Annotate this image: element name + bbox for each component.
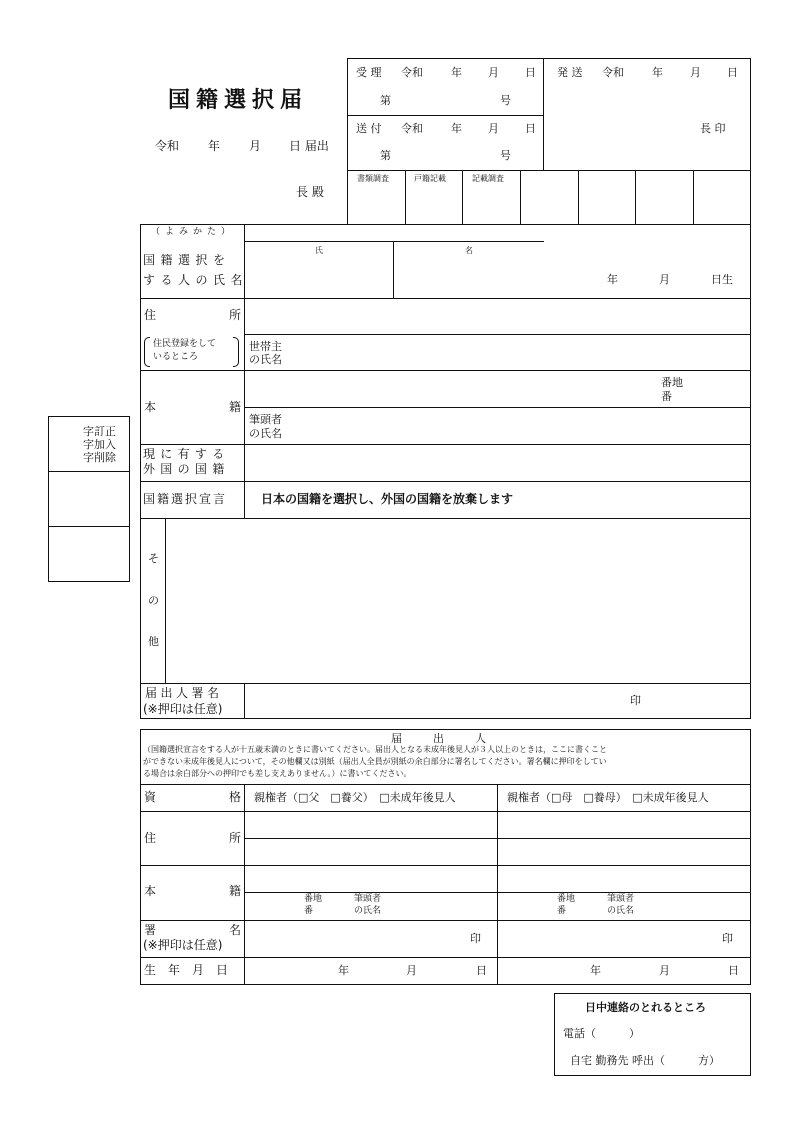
date-year: 年 [208,139,221,153]
date-month: 月 [249,139,262,153]
yomikata-label: （よみかた） [151,227,236,237]
notifier-honseki-label-1: 本 [144,884,157,898]
dispatch-day: 日 [727,66,738,79]
notifier-note-2: ができない未成年後見人について，その他欄又は別紙（届出人全員が別紙の余白部分に署名してください。署名欄に押印をしてい [143,757,607,766]
correction-delete: 字削除 [83,451,116,464]
other-label-3: 他 [148,635,159,648]
qual-label-2: 格 [229,790,242,804]
chief-seal: 長 印 [700,122,726,135]
notifier-heading: 届 出 人 [391,732,489,745]
notifier-note-3: る場合は余白部分への押印でも差し支えありません。）に書いてください。 [143,769,412,778]
notifier-sign-label-1: 署 [144,923,157,937]
given-name-label: 名 [465,246,473,255]
sent-day: 日 [525,122,536,135]
address-label-2: 所 [229,308,242,322]
form-title: 国籍選択届 [168,88,309,113]
foreign-label-2: 外国の国籍 [143,462,230,476]
banchi-label: 番地 [661,376,683,389]
receipt-era: 令和 [401,66,423,79]
resident-note-2: いるところ [153,352,199,362]
date-era: 令和 [155,139,180,153]
qual-label-1: 資 [144,790,157,804]
right-address-field[interactable] [499,813,749,863]
contact-heading: 日中連絡のとれるところ [585,1001,706,1014]
contact-phone[interactable]: 電話（ ） [563,1027,640,1040]
notifier-sign-label-2: 名 [229,923,242,937]
declaration-text: 日本の国籍を選択し、外国の国籍を放棄します [261,492,514,506]
left-hittousha-1: 筆頭者 [354,894,382,904]
person-label-2: する人の氏名 [143,273,249,287]
right-birth-year: 年 [590,964,601,977]
sent-month: 月 [488,122,499,135]
foreign-nationality-field[interactable] [246,446,749,479]
hittousha-label-1: 筆頭者 [249,413,282,426]
dispatch-label: 発 送 [557,66,583,79]
address-label-1: 住 [144,308,157,322]
receipt-no: 第 [380,94,391,107]
right-ban: 番 [557,906,567,916]
notifier-sign-label-3: (※押印は任意) [143,938,223,952]
date-day-filed: 日 届出 [289,139,329,153]
correction-fix: 字訂正 [83,425,116,438]
signer-label-2: (※押印は任意) [143,702,223,716]
signer-label-1: 届出人署名 [145,686,223,700]
signer-seal: 印 [630,694,641,707]
dispatch-era: 令和 [602,66,624,79]
left-banchi: 番地 [304,894,323,904]
dispatch-year: 年 [652,66,663,79]
left-qualification[interactable]: 親権者（□父 □養父） □未成年後見人 [254,791,456,804]
foreign-label-1: 現に有する [143,447,230,461]
left-signature-field[interactable] [246,922,461,955]
right-birth-day: 日 [728,964,739,977]
person-label-1: 国籍選択を [143,253,231,267]
right-seal: 印 [722,932,733,945]
notifier-honseki-label-2: 籍 [229,884,242,898]
honseki-field[interactable] [246,372,656,405]
left-hittousha-2: の氏名 [354,906,382,916]
left-birth-day: 日 [476,964,487,977]
other-label-2: の [148,594,159,607]
birth-day: 日生 [711,273,733,286]
householder-label-1: 世帯主 [249,340,282,353]
receipt-no-suffix: 号 [500,94,511,107]
notifier-address-label-2: 所 [229,831,242,845]
sent-year: 年 [451,122,462,135]
check-entry: 記載調査 [472,174,504,183]
left-birth-year: 年 [338,964,349,977]
surname-field[interactable] [246,243,391,296]
resident-note-1: 住民登録をして [153,339,217,349]
left-seal: 印 [470,932,481,945]
surname-label: 氏 [315,246,323,255]
householder-label-2: の氏名 [249,353,282,366]
ban-label: 番 [661,390,672,403]
receipt-label: 受 理 [356,66,382,79]
check-register: 戸籍記載 [414,174,446,183]
honseki-label-1: 本 [144,400,157,414]
left-ban: 番 [304,906,314,916]
office-use-box [347,58,751,225]
dispatch-month: 月 [690,66,701,79]
left-birth-month: 月 [406,964,417,977]
receipt-month: 月 [488,66,499,79]
notifier-birth-label: 生 年 月 日 [144,963,229,977]
notifier-address-label-1: 住 [144,831,157,845]
notifier-note-1: （国籍選択宣言をする人が十五歳未満のときに書いてください。届出人となる未成年後見人が３人以上のときは，ここに書くこと [143,745,607,754]
contact-options[interactable]: 自宅 勤務先 呼出（ 方） [570,1054,720,1067]
sent-label: 送 付 [356,122,382,135]
birth-year: 年 [607,273,618,286]
other-field[interactable] [167,520,749,681]
correction-add: 字加入 [83,438,116,451]
declaration-label: 国籍選択宣言 [143,492,228,506]
other-label-1: そ [148,552,159,565]
addressee: 長 殿 [296,185,324,199]
sent-no: 第 [380,149,391,162]
address-field[interactable] [246,300,749,332]
right-birth-month: 月 [659,964,670,977]
hittousha-label-2: の氏名 [249,427,282,440]
given-name-field[interactable] [395,243,545,296]
left-address-field[interactable] [246,813,495,863]
check-document: 書類調査 [357,174,389,183]
sent-no-suffix: 号 [500,149,511,162]
right-signature-field[interactable] [499,922,714,955]
signer-signature-field[interactable] [246,685,626,717]
receipt-year: 年 [451,66,462,79]
right-hittousha-1: 筆頭者 [607,894,635,904]
sent-era: 令和 [401,122,423,135]
receipt-day: 日 [525,66,536,79]
right-banchi: 番地 [557,894,576,904]
birth-month: 月 [659,273,670,286]
right-hittousha-2: の氏名 [607,906,635,916]
right-qualification[interactable]: 親権者（□母 □養母） □未成年後見人 [507,791,709,804]
honseki-label-2: 籍 [229,400,242,414]
